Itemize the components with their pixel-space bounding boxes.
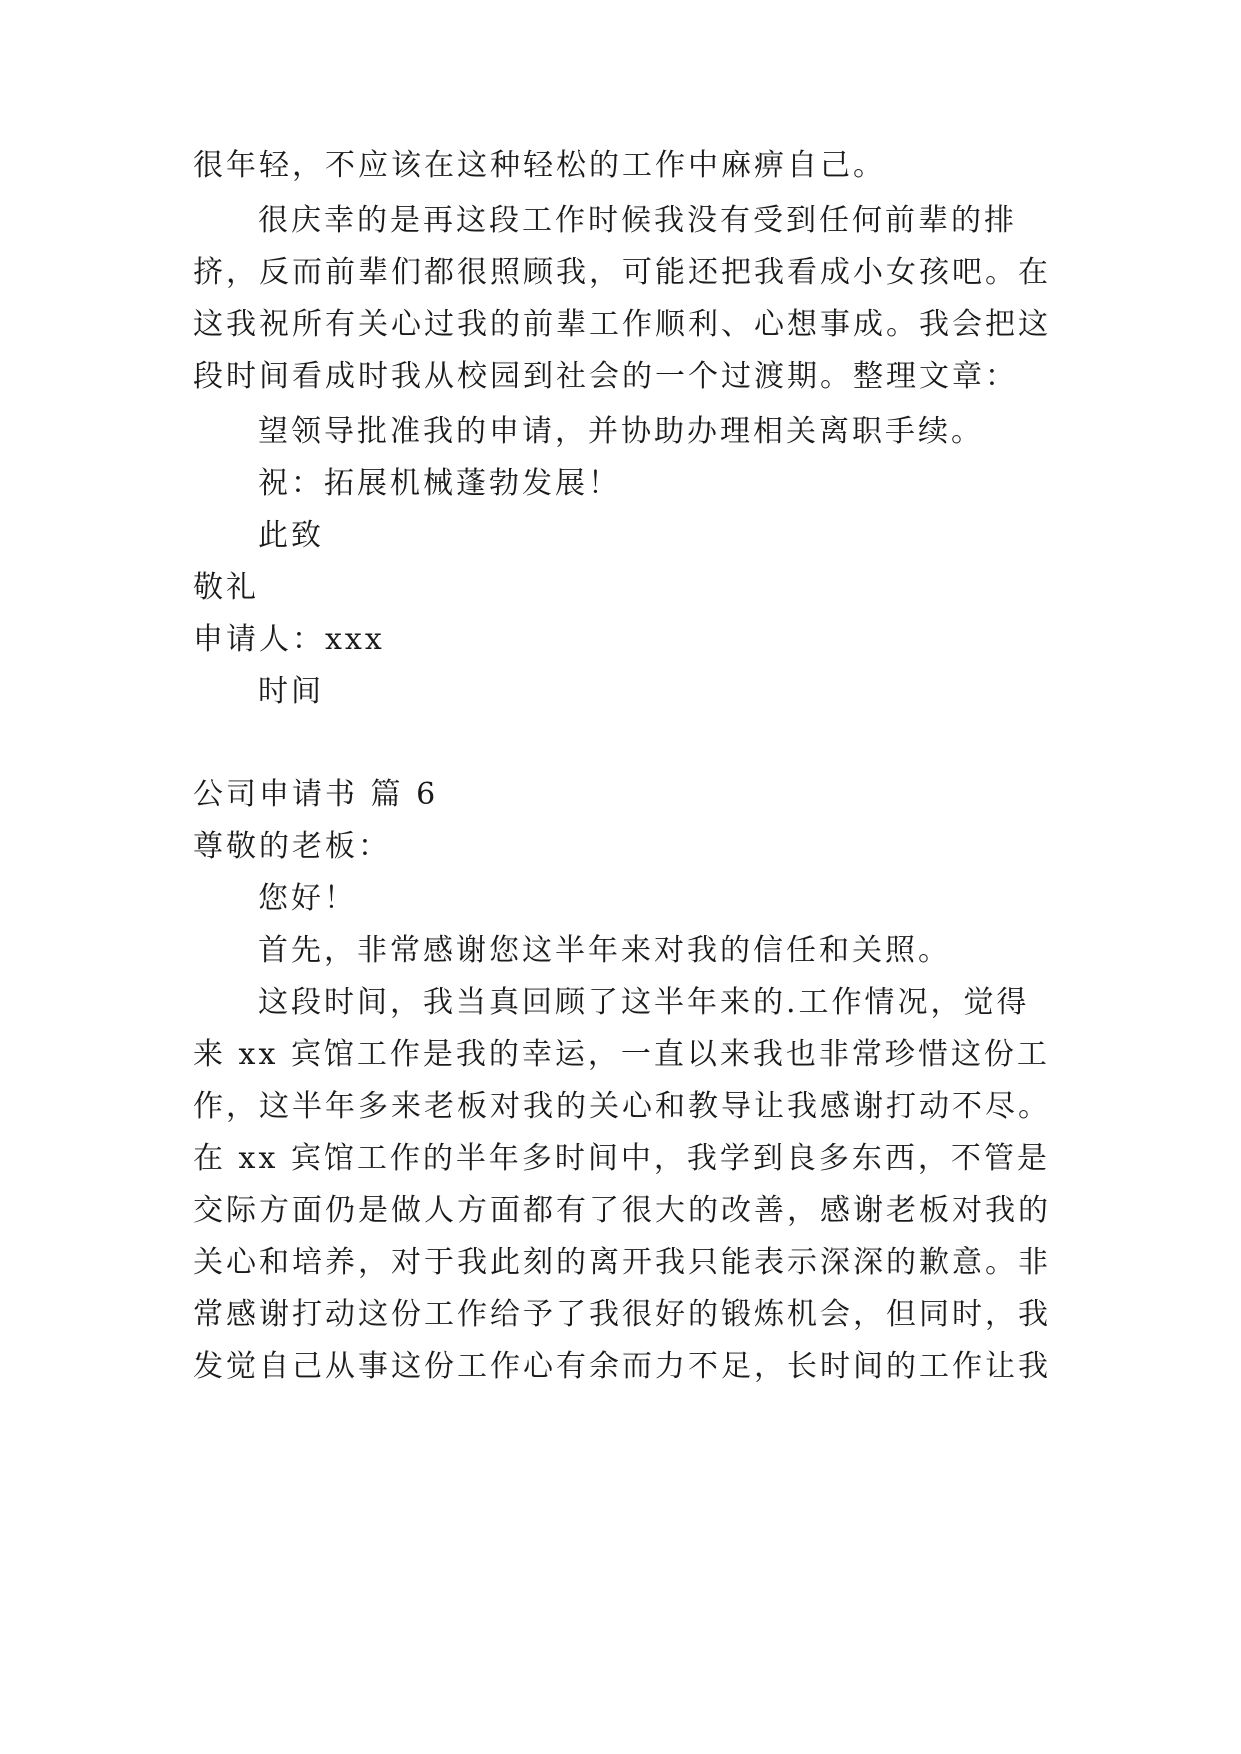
signature-line: 申请人：xxx <box>193 622 385 657</box>
paragraph-line: 发觉自己从事这份工作心有余而力不足，长时间的工作让我 <box>193 1349 1051 1384</box>
closing-line: 祝：拓展机械蓬勃发展！ <box>258 466 621 501</box>
paragraph-line: 这我祝所有关心过我的前辈工作顺利、心想事成。我会把这 <box>193 307 1051 342</box>
greeting-line: 您好！ <box>258 881 357 916</box>
paragraph-line: 这段时间，我当真回顾了这半年来的.工作情况，觉得 <box>258 985 1030 1020</box>
paragraph-line: 常感谢打动这份工作给予了我很好的锻炼机会，但同时，我 <box>193 1297 1051 1332</box>
paragraph-line: 很年轻，不应该在这种轻松的工作中麻痹自己。 <box>193 148 886 183</box>
closing-line: 此致 <box>258 518 324 553</box>
date-line: 时间 <box>258 674 324 709</box>
paragraph-line: 关心和培养，对于我此刻的离开我只能表示深深的歉意。非 <box>193 1245 1051 1280</box>
paragraph-line: 交际方面仍是做人方面都有了很大的改善，感谢老板对我的 <box>193 1193 1051 1228</box>
paragraph-line: 首先，非常感谢您这半年来对我的信任和关照。 <box>258 933 951 968</box>
paragraph-line: 来 xx 宾馆工作是我的幸运，一直以来我也非常珍惜这份工 <box>193 1037 1050 1072</box>
paragraph-line: 挤，反而前辈们都很照顾我，可能还把我看成小女孩吧。在 <box>193 255 1051 290</box>
paragraph-line: 作，这半年多来老板对我的关心和教导让我感谢打动不尽。 <box>193 1089 1051 1124</box>
section-heading: 公司申请书 篇 6 <box>193 777 439 812</box>
paragraph-line: 望领导批准我的申请，并协助办理相关离职手续。 <box>258 414 984 449</box>
closing-line: 敬礼 <box>193 570 259 605</box>
paragraph-line: 段时间看成时我从校园到社会的一个过渡期。整理文章： <box>193 359 1018 394</box>
paragraph-line: 在 xx 宾馆工作的半年多时间中，我学到良多东西，不管是 <box>193 1141 1050 1176</box>
paragraph-line: 很庆幸的是再这段工作时候我没有受到任何前辈的排 <box>258 203 1017 238</box>
salutation-line: 尊敬的老板： <box>193 829 391 864</box>
